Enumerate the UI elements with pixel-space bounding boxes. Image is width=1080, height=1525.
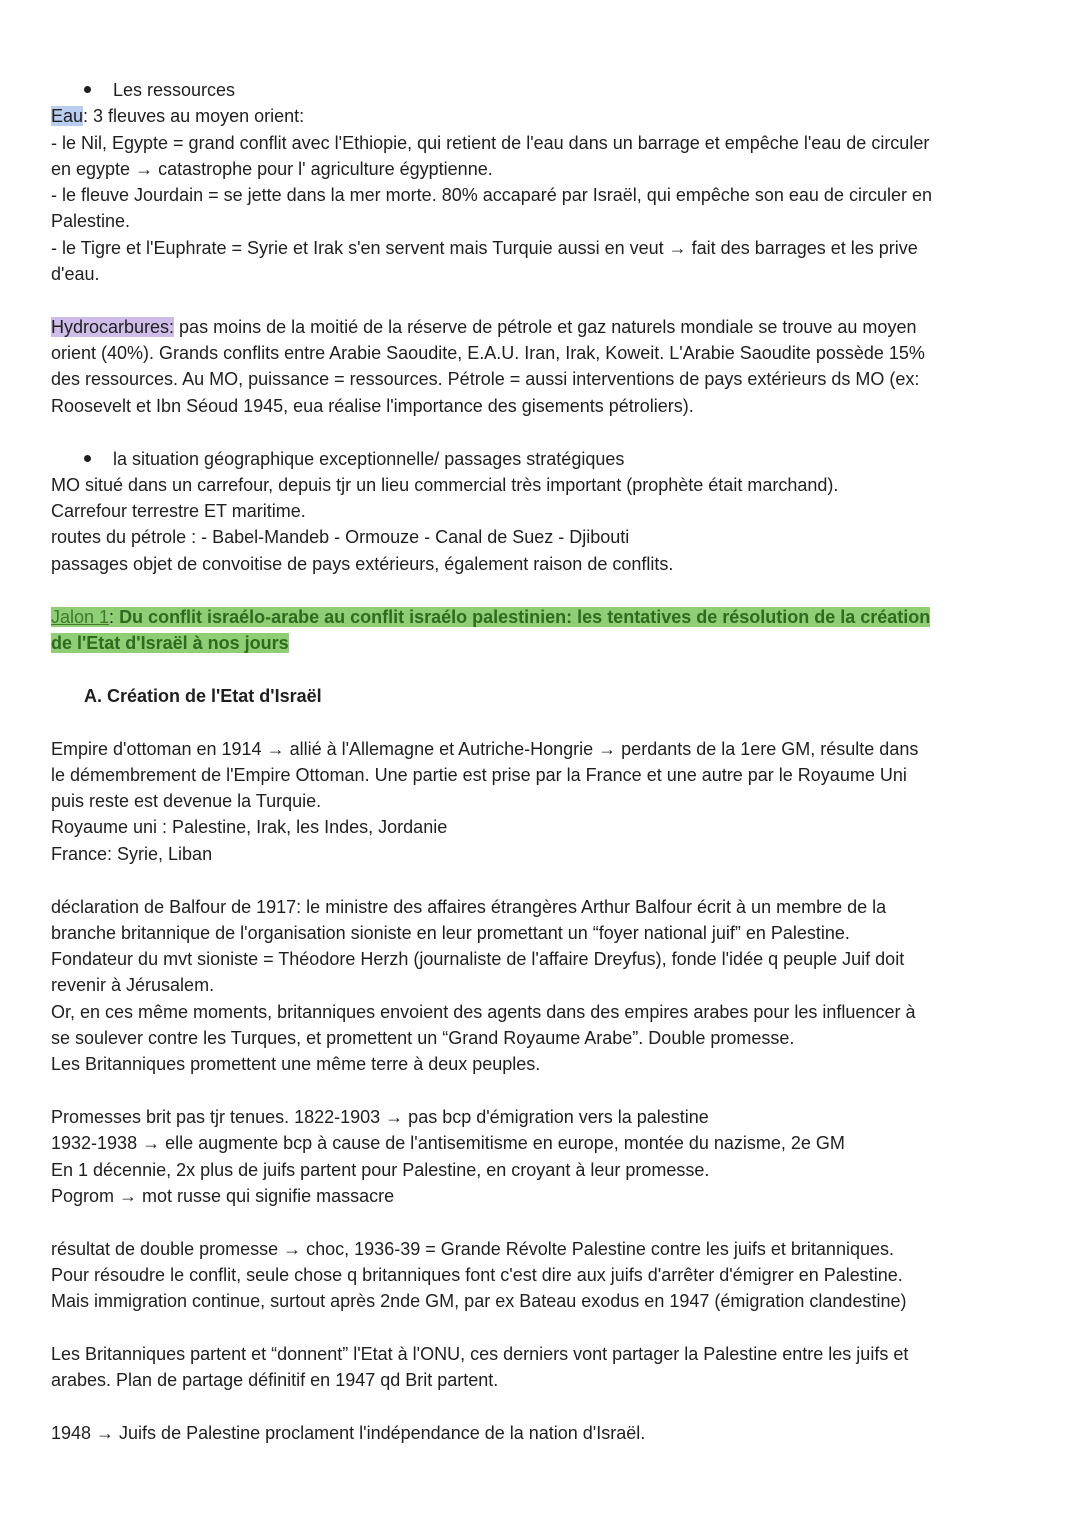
text-line: déclaration de Balfour de 1917: le ministre des affaires étrangères Arthur Balfour écrit à un membre de la xyxy=(51,897,887,917)
eau-highlight: Eau xyxy=(51,106,84,126)
hydro-intro xyxy=(51,314,916,340)
text-line: En 1 décennie, 2x plus de juifs partent pour Palestine, en croyant à leur promesse. xyxy=(51,1160,710,1180)
text-line: - le Nil, Egypte = grand conflit avec l'Ethiopie, qui retient de l'eau dans un barrage et empêche l'eau de circuler xyxy=(51,133,930,153)
text-line: puis reste est devenue la Turquie. xyxy=(51,791,322,811)
text-line: des ressources. Au MO, puissance = ressources. Pétrole = aussi interventions de pays extérieurs ds MO (ex: xyxy=(51,369,920,389)
text-line: orient (40%). Grands conflits entre Arabie Saoudite, E.A.U. Iran, Irak, Koweit. L'Arabie Saoudite possède 15% xyxy=(51,343,925,363)
text-line: France: Syrie, Liban xyxy=(51,844,213,864)
text-line: Roosevelt et Ibn Séoud 1945, eua réalise l'importance des gisements pétroliers). xyxy=(51,396,694,416)
jalon-highlight xyxy=(51,607,930,627)
jalon-title-line1 xyxy=(51,604,930,630)
text-line: Empire d'ottoman en 1914 → allié à l'Allemagne et Autriche-Hongrie → perdants de la 1ere GM, résulte dans xyxy=(51,739,919,759)
text-line: passages objet de convoitise de pays extérieurs, également raison de conflits. xyxy=(51,554,674,574)
text-line: Carrefour terrestre ET maritime. xyxy=(51,501,306,521)
text-line: d'eau. xyxy=(51,264,100,284)
bullet-dot xyxy=(84,86,91,93)
text-line: Pour résoudre le conflit, seule chose q britanniques font c'est dire aux juifs d'arrêter d'émigrer en Palestine. xyxy=(51,1265,903,1285)
text-line: - le fleuve Jourdain = se jette dans la mer morte. 80% accaparé par Israël, qui empêche son eau de circuler en xyxy=(51,185,932,205)
text-line: 1932-1938 → elle augmente bcp à cause de l'antisemitisme en europe, montée du nazisme, 2e GM xyxy=(51,1133,845,1153)
bullet-text: la situation géographique exceptionnelle/ passages stratégiques xyxy=(113,449,625,469)
text-line: routes du pétrole : - Babel-Mandeb - Ormouze - Canal de Suez - Djibouti xyxy=(51,527,630,547)
text-line: arabes. Plan de partage définitif en 1947 qd Brit partent. xyxy=(51,1370,499,1390)
jalon-colon: : xyxy=(109,607,120,627)
text-line: Les Britanniques promettent une même terre à deux peuples. xyxy=(51,1054,541,1074)
jalon-title-line2 xyxy=(51,630,289,656)
text-line: Fondateur du mvt sioniste = Théodore Herzh (journaliste de l'affaire Dreyfus), fonde l'idée q peuple Juif doit xyxy=(51,949,905,969)
text-line: Les Britanniques partent et “donnent” l'Etat à l'ONU, ces derniers vont partager la Palestine entre les juifs et xyxy=(51,1344,909,1364)
text-line: branche britannique de l'organisation sioniste en leur promettant un “foyer national juif” en Palestine. xyxy=(51,923,850,943)
hydro-highlight: Hydrocarbures: xyxy=(51,317,175,337)
section-heading: A. Création de l'Etat d'Israël xyxy=(84,686,322,706)
eau-intro xyxy=(51,103,304,129)
text-line: Or, en ces même moments, britanniques envoient des agents dans des empires arabes pour les influencer à xyxy=(51,1002,916,1022)
bullet-dot xyxy=(84,455,91,462)
text-line: le démembrement de l'Empire Ottoman. Une partie est prise par la France et une autre par le Royaume Uni xyxy=(51,765,907,785)
bullet-ressources xyxy=(84,77,235,103)
hydro-intro-text: pas moins de la moitié de la réserve de pétrole et gaz naturels mondiale se trouve au moyen xyxy=(174,317,917,337)
text-line: Palestine. xyxy=(51,211,131,231)
text-line: Mais immigration continue, surtout après 2nde GM, par ex Bateau exodus en 1947 (émigration clandestine) xyxy=(51,1291,907,1311)
text-line: 1948 → Juifs de Palestine proclament l'indépendance de la nation d'Israël. xyxy=(51,1423,646,1443)
text-line: en egypte → catastrophe pour l' agriculture égyptienne. xyxy=(51,159,493,179)
eau-intro-text: : 3 fleuves au moyen orient: xyxy=(83,106,305,126)
jalon-label: Jalon 1 xyxy=(51,607,110,627)
bullet-text: Les ressources xyxy=(113,80,236,100)
jalon-title-text: Du conflit israélo-arabe au conflit israélo palestinien: les tentatives de résolution de la création xyxy=(119,607,931,627)
text-line: Pogrom → mot russe qui signifie massacre xyxy=(51,1186,395,1206)
text-line: se soulever contre les Turques, et promettent un “Grand Royaume Arabe”. Double promesse. xyxy=(51,1028,795,1048)
text-line: résultat de double promesse → choc, 1936-39 = Grande Révolte Palestine contre les juifs et britanniques. xyxy=(51,1239,894,1259)
text-line: Royaume uni : Palestine, Irak, les Indes, Jordanie xyxy=(51,817,448,837)
jalon-title-text: de l'Etat d'Israël à nos jours xyxy=(51,633,289,653)
text-line: - le Tigre et l'Euphrate = Syrie et Irak s'en servent mais Turquie aussi en veut → fait des barrages et les prive xyxy=(51,238,918,258)
text-line: MO situé dans un carrefour, depuis tjr un lieu commercial très important (prophète était marchand). xyxy=(51,475,839,495)
text-line: Promesses brit pas tjr tenues. 1822-1903 → pas bcp d'émigration vers la palestine xyxy=(51,1107,709,1127)
bullet-situation xyxy=(84,446,624,472)
text-line: revenir à Jérusalem. xyxy=(51,975,215,995)
